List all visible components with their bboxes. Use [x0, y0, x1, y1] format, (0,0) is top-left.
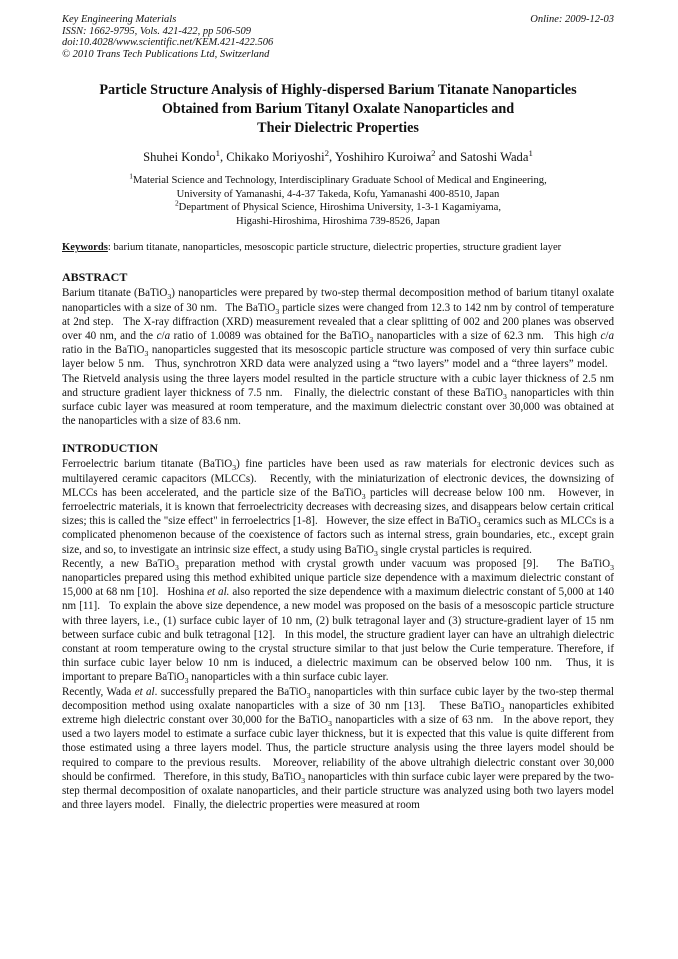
- keywords-label: Keywords: [62, 242, 108, 254]
- keywords-text: : barium titanate, nanoparticles, mesoscopic particle structure, dielectric properties, structure gradient layer: [107, 242, 562, 254]
- author-name: Satoshi Wada: [460, 150, 529, 164]
- author-affil-mark: 1: [215, 147, 220, 158]
- affiliation-line: Higashi-Hiroshima, Hiroshima 739-8526, Japan: [236, 215, 440, 227]
- author-affil-mark: 2: [324, 147, 329, 158]
- intro-paragraph: Recently, a new BaTiO$_3$ preparation method with crystal growth under vacuum was proposed [9]. The BaTiO$_3$ nanoparticles prepared using this method exhibited unique particle size dependence with a maximum dielectric constant of 15,000 at 68 nm [10]. Hoshina et al. also reported the size dependence with a maximum dielectric constant of 5,000 at 140 nm [11]. To explain the above size dependence, a new model was proposed on the basis of a mesoscopic particle structure with three layers, i.e., (1) surface cubic layer of 10 nm, (2) bulk tetragonal layer and (3) structure-gradient layer of 15 nm between surface cubic and bulk tetragonal [12]. In this model, the structure gradient layer can have an ultrahigh dielectric constant at room temperature owing to the crystal structure similar to that just below the Curie temperature. Therefore, if thin surface cubic layer below 10 nm is induced, a dielectric maximum can be observed below 100 nm. Thus, it is important to prepare BaTiO$_3$ nanoparticles with a thin surface cubic layer.: [62, 557, 614, 686]
- journal-name: Key Engineering Materials: [62, 14, 177, 25]
- abstract-paragraph: Barium titanate (BaTiO$_3$) nanoparticles were prepared by two-step thermal decomposition method of barium titanyl oxalate nanoparticles with a size of 30 nm. The BaTiO$_3$ particle sizes were changed from 12.3 to 142 nm by control of temperature at 2nd step. The X-ray diffraction (XRD) measurement revealed that a clear splitting of 002 and 200 planes was observed over 40 nm, and the c/a ratio of 1.0089 was obtained for the BaTiO$_3$ nanoparticles with a size of 62.3 nm. This high c/a ratio in the BaTiO$_3$ nanoparticles suggested that its mesoscopic particle structure was composed of very thin surface cubic layer below 5 nm. Thus, synchrotron XRD data were analyzed using a “two layers” model and a “three layers” model. The Rietveld analysis using the three layers model resulted in the particle structure with a cubic layer thickness of 2.5 nm and structure gradient layer thickness of 7.5 nm. Finally, the dielectric constant of these BaTiO$_3$ nanoparticles with thin surface cubic layer was measured at room temperature, and the maximum dielectric constant over 30,000 was obtained at the nanoparticles with a size of 83.6 nm.: [62, 287, 615, 428]
- title-line: Their Dielectric Properties: [257, 120, 419, 136]
- paper-page: [62, 14, 614, 812]
- paper-title: [62, 81, 614, 138]
- doi-line: doi:10.4028/www.scientific.net/KEM.421-422.506: [62, 37, 274, 48]
- affiliation-text: Department of Physical Science, Hiroshima University, 1-3-1 Kagamiyama,: [178, 202, 502, 214]
- affiliations: [62, 171, 614, 228]
- issn-line: ISSN: 1662-9795, Vols. 421-422, pp 506-509: [62, 25, 251, 37]
- title-line: Obtained from Barium Titanyl Oxalate Nanoparticles and: [161, 101, 515, 117]
- author-separator: and: [435, 150, 461, 164]
- affiliation-line: [62, 171, 614, 188]
- affiliation-text: Material Science and Technology, Interdisciplinary Graduate School of Medical and Engineering,: [132, 175, 547, 186]
- abstract-heading: ABSTRACT: [62, 270, 128, 285]
- affiliation-line: University of Yamanashi, 4-4-37 Takeda, Kofu, Yamanashi 400-8510, Japan: [176, 188, 500, 200]
- abstract-body: [62, 286, 614, 428]
- introduction-body: [62, 457, 614, 812]
- author-name: Chikako Moriyoshi: [226, 150, 325, 164]
- title-line: Particle Structure Analysis of Highly-dispersed Barium Titanate Nanoparticles: [99, 82, 577, 98]
- affiliation-mark: 2: [174, 198, 179, 208]
- affiliation-mark: 1: [129, 171, 133, 181]
- author-affil-mark: 2: [431, 147, 436, 158]
- affiliation-line: [62, 198, 614, 215]
- author-name: Yoshihiro Kuroiwa: [334, 150, 432, 164]
- keywords: [62, 241, 614, 254]
- author-separator: ,: [219, 150, 227, 164]
- publication-info: [62, 14, 273, 60]
- running-header: [62, 14, 614, 60]
- intro-paragraph: Recently, Wada et al. successfully prepared the BaTiO$_3$ nanoparticles with thin surface cubic layer by the two-step thermal decomposition method using oxalate nanoparticles with a size of 30 nm [13]. These BaTiO$_3$ nanoparticles exhibited extreme high dielectric constant over 30,000 for the BaTiO$_3$ nanoparticles with a size of 63 nm. In the above report, they used a two layers model to estimate a surface cubic layer thickness, but it is expected that this value is quite different from those estimated using a three layers model. Thus, the particle structure analysis using the three layers model should be required to compare to the previous results. Moreover, reliability of the above ultrahigh dielectric constant over 30,000 should be confirmed. Therefore, in this study, BaTiO$_3$ nanoparticles with thin surface cubic layer were prepared by the two-step thermal decomposition of oxalate nanoparticles, and their particle structure was analyzed using both two layers model and three layers model. Finally, the dielectric properties were measured at room: [62, 685, 614, 812]
- intro-paragraph: Ferroelectric barium titanate (BaTiO$_3$) fine particles have been used as raw materials for electronic devices such as multilayered ceramic capacitors (MLCCs). Recently, with the miniaturization of electronic devices, the downsizing of MLCCs has been accelerated, and the particle size of the BaTiO$_3$ particles will decrease below 100 nm. However, in ferroelectric materials, it is known that ferroelectricity decreases with decreasing sizes, and disappears below certain critical sizes; this is called the "size effect" in ferroelectrics [1-8]. However, the size effect in BaTiO$_3$ ceramics such as MLCCs is a complicated phenomenon because of the coexistence of factors such as internal stress, grain boundaries, etc., except grain size, and so, to investigate an intrinsic size effect, a study using BaTiO$_3$ single crystal particles is required.: [62, 458, 614, 558]
- copyright-line: © 2010 Trans Tech Publications Ltd, Switzerland: [62, 48, 270, 60]
- online-date: Online: 2009-12-03: [530, 14, 614, 25]
- introduction-heading: INTRODUCTION: [62, 441, 159, 456]
- author-name: Shuhei Kondo: [143, 150, 216, 164]
- author-affil-mark: 1: [528, 147, 533, 158]
- author-separator: ,: [329, 150, 335, 164]
- author-list: [62, 147, 614, 165]
